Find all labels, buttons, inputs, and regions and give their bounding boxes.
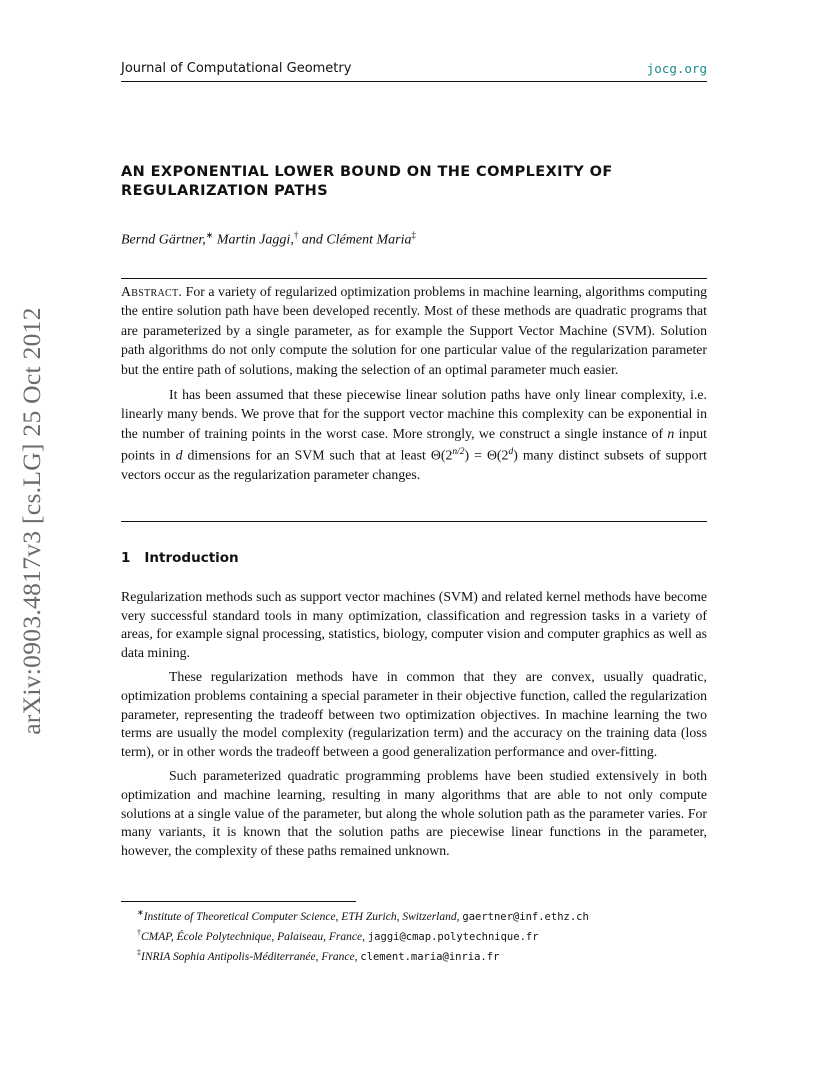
footnote bbox=[137, 945, 717, 965]
footnote-mark: † bbox=[137, 928, 141, 938]
abstract-top-rule bbox=[121, 278, 707, 279]
abstract-label: Abstract. bbox=[121, 284, 183, 299]
journal-name: Journal of Computational Geometry bbox=[121, 61, 352, 76]
author-name: Clément Maria bbox=[326, 232, 412, 248]
footnote-affiliation: INRIA Sophia Antipolis-Méditerranée, France, bbox=[141, 951, 358, 964]
footnote-email[interactable]: gaertner@inf.ethz.ch bbox=[462, 910, 589, 923]
abstract-paragraph bbox=[121, 385, 707, 485]
section-heading bbox=[121, 550, 239, 566]
abstract-text: input points in bbox=[121, 425, 708, 463]
arxiv-identifier: arXiv:0903.4817v3 [cs.LG] 25 Oct 2012 bbox=[17, 307, 46, 735]
footnote-rule bbox=[121, 901, 356, 902]
author-footnote-mark[interactable]: ‡ bbox=[411, 230, 416, 240]
abstract-text: ) many distinct subsets of support vectors occur as the regularization parameter changes. bbox=[121, 447, 707, 483]
footnote-mark: ‡ bbox=[137, 948, 141, 958]
footnote-mark: ∗ bbox=[137, 908, 144, 917]
abstract-bottom-rule bbox=[121, 521, 707, 522]
arxiv-sidebar-stamp bbox=[10, 292, 54, 750]
abstract bbox=[121, 282, 707, 485]
abstract-text: dimensions for an SVM such that at least Θ(2 bbox=[187, 447, 453, 463]
footnotes bbox=[137, 905, 717, 965]
paper-title bbox=[121, 163, 681, 201]
author-footnote-mark[interactable]: ∗ bbox=[205, 230, 214, 240]
abstract-text: It has been assumed that these piecewise linear solution paths have only linear complexity, i.e. linearly many bends. We prove that for the support vector machine this complexity can be exponential in the number of training points in the worst case. More strongly, we construct a single instance of bbox=[121, 387, 707, 441]
author-connector: and bbox=[301, 232, 323, 248]
math-var: d bbox=[175, 447, 183, 463]
footnote-email[interactable]: clement.maria@inria.fr bbox=[360, 951, 500, 964]
author-list bbox=[121, 230, 416, 249]
math-var: n bbox=[667, 425, 675, 441]
footnote-affiliation: CMAP, École Polytechnique, Palaiseau, France, bbox=[141, 930, 365, 943]
author-name: Bernd Gärtner, bbox=[121, 232, 206, 248]
body-paragraph: Regularization methods such as support vector machines (SVM) and related kernel methods have become very successful standard tools in many optimization, classification and regression tasks in a variety of areas, for example signal processing, statistics, biology, computer vision and computer graphics as well as data mining. bbox=[121, 589, 707, 660]
section-title: Introduction bbox=[144, 550, 239, 566]
section-number: 1 bbox=[121, 550, 131, 566]
introduction-body bbox=[121, 588, 707, 860]
title-line-1: AN EXPONENTIAL LOWER BOUND ON THE COMPLEXITY OF bbox=[121, 164, 613, 180]
body-paragraph: These regularization methods have in common that they are convex, usually quadratic, optimization problems containing a special parameter in their objective function, called the regularization parameter, representing the tradeoff between two optimization objectives. In machine learning the two terms are usually the model complexity (regularization term) and the accuracy on the training data (loss term), or in other words the tradeoff between a good generalization performance and over-fitting. bbox=[121, 669, 707, 759]
abstract-text: ) = Θ(2 bbox=[464, 447, 509, 463]
footnote-affiliation: Institute of Theoretical Computer Science, ETH Zurich, Switzerland, bbox=[143, 910, 460, 923]
author-footnote-mark[interactable]: † bbox=[293, 230, 299, 240]
journal-link[interactable]: jocg.org bbox=[646, 61, 707, 76]
footnote bbox=[137, 925, 717, 945]
author-name: Martin Jaggi, bbox=[216, 232, 294, 248]
body-paragraph: Such parameterized quadratic programming problems have been studied extensively in both optimization and machine learning, resulting in many algorithms that are able to not only compute solutions at a single value of the parameter, but along the whole solution path as the parameter varies. For many variants, it is known that the solution paths are piecewise linear functions in the parameter, however, the complexity of these paths remained unknown. bbox=[121, 768, 707, 858]
abstract-text: For a variety of regularized optimization problems in machine learning, algorithms computing the entire solution path have been developed recently. Most of these methods are quadratic programs that are parameterized by a single parameter, as for example the Support Vector Machine (SVM). Solution path algorithms do not only compute the solution for one particular value of the regularization parameter but the entire path of solutions, making the selection of an optimal parameter much easier. bbox=[121, 284, 707, 377]
footnote-email[interactable]: jaggi@cmap.polytechnique.fr bbox=[367, 930, 539, 943]
footnote bbox=[137, 905, 717, 925]
abstract-paragraph bbox=[121, 282, 707, 379]
title-line-2: REGULARIZATION PATHS bbox=[121, 183, 329, 199]
page-header bbox=[121, 61, 707, 82]
math-exponent: n/2 bbox=[452, 447, 465, 458]
math-exponent: d bbox=[508, 447, 514, 458]
